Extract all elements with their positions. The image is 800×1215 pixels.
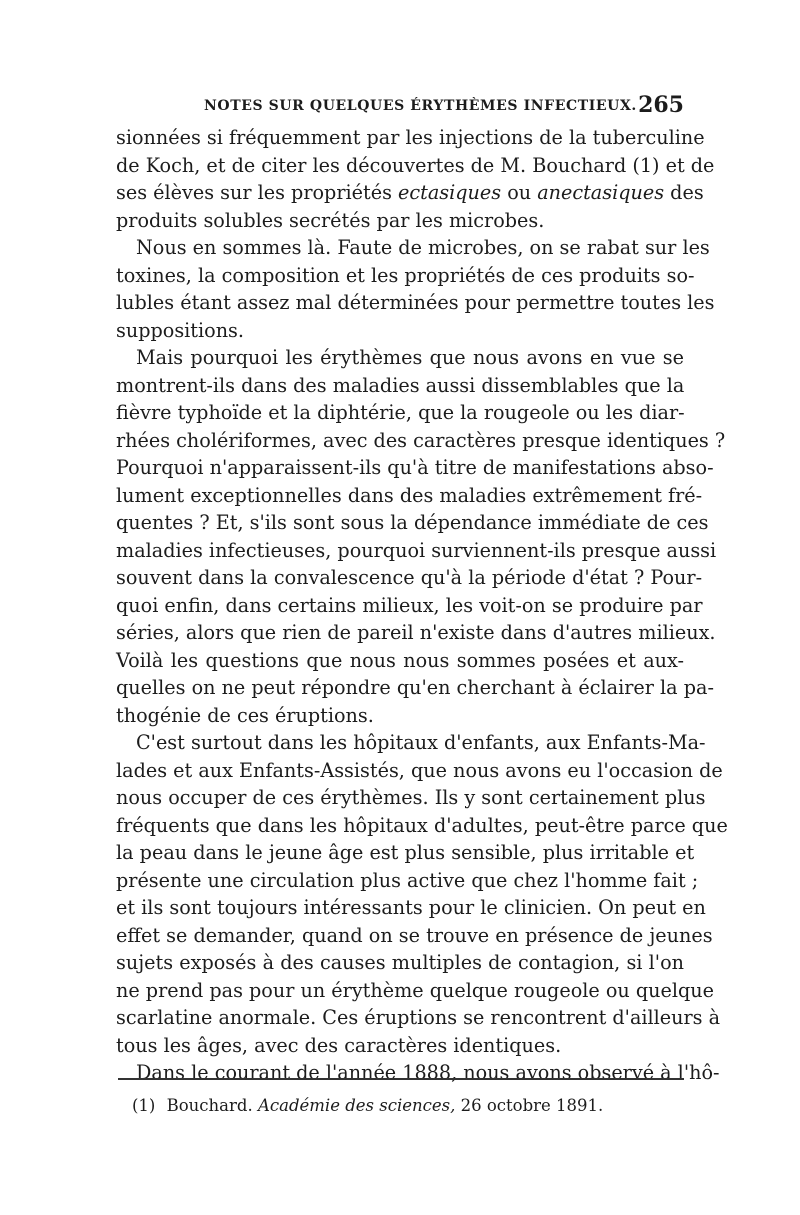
footnote-author: Bouchard. — [166, 1096, 253, 1115]
text-line: thogénie de ces éruptions. — [116, 703, 374, 727]
body-text — [116, 124, 728, 1087]
text-line: lades et aux Enfants-Assistés, que nous avons eu l'occasion de — [116, 758, 723, 782]
text-line: Voilà les questions que nous nous sommes posées et aux- — [116, 648, 684, 672]
text-line: suppositions. — [116, 318, 245, 342]
text-line: présente une circulation plus active que chez l'homme fait ; — [116, 868, 699, 892]
text-line: rhées cholériformes, avec des caractères presque identiques ? — [116, 428, 726, 452]
running-title: NOTES SUR QUELQUES ÉRYTHÈMES INFECTIEUX. — [204, 98, 637, 114]
text-line: et ils sont toujours intéressants pour le clinicien. On peut en — [116, 896, 706, 919]
text-line: fréquents que dans les hôpitaux d'adultes, peut-être parce que — [116, 813, 728, 837]
text-line: Mais pourquoi les érythèmes que nous avons en vue se — [136, 346, 684, 369]
footnote-rule — [118, 1078, 684, 1080]
text-line: C'est surtout dans les hôpitaux d'enfants, aux Enfants-Ma- — [136, 731, 706, 754]
text-line: sujets exposés à des causes multiples de contagion, si l'on — [116, 951, 684, 974]
text-line: toxines, la composition et les propriétés de ces produits so- — [116, 263, 695, 287]
footnote — [132, 1095, 684, 1117]
footnote-marker: (1) — [132, 1096, 156, 1115]
page-number: 265 — [638, 92, 684, 118]
text-line: quentes ? Et, s'ils sont sous la dépendance immédiate de ces — [116, 511, 709, 534]
text-line: ne prend pas pour un érythème quelque rougeole ou quelque — [116, 978, 714, 1002]
text-line: quoi enfin, dans certains milieux, les voit-on se produire par — [116, 593, 703, 617]
text-line: quelles on ne peut répondre qu'en cherchant à éclairer la pa- — [116, 676, 714, 699]
text-line: ses élèves sur les propriétés ectasiques ou anectasiques des — [116, 181, 704, 204]
text-line: nous occuper de ces érythèmes. Ils y sont certainement plus — [116, 786, 706, 809]
text-line: scarlatine anormale. Ces éruptions se rencontrent d'ailleurs à — [116, 1006, 721, 1029]
text-line: montrent-ils dans des maladies aussi dissemblables que la — [116, 373, 685, 397]
footnote-date: 26 octobre 1891. — [460, 1096, 604, 1115]
text-line: Nous en sommes là. Faute de microbes, on se rabat sur les — [136, 236, 710, 259]
page-header — [118, 92, 684, 122]
text-line: souvent dans la convalescence qu'à la période d'état ? Pour- — [116, 566, 703, 589]
text-line: fièvre typhoïde et la diphtérie, que la rougeole ou les diar- — [116, 401, 685, 424]
text-line: maladies infectieuses, pourquoi surviennent-ils presque aussi — [116, 538, 717, 562]
text-line: lument exceptionnelles dans des maladies extrêmement fré- — [116, 483, 703, 507]
text-line: produits solubles secrétés par les microbes. — [116, 208, 545, 232]
text-line: lubles étant assez mal déterminées pour permettre toutes les — [116, 291, 715, 314]
text-line: sionnées si fréquemment par les injections de la tuberculine — [116, 126, 705, 149]
text-line: tous les âges, avec des caractères identiques. — [116, 1033, 562, 1057]
footnote-journal: Académie des sciences, — [257, 1096, 456, 1115]
text-line: Pourquoi n'apparaissent-ils qu'à titre de manifestations abso- — [116, 456, 714, 479]
text-line: effet se demander, quand on se trouve en présence de jeunes — [116, 923, 713, 947]
text-line: Dans le courant de l'année 1888, nous avons observé à l'hô- — [136, 1061, 720, 1084]
text-line: de Koch, et de citer les découvertes de M. Bouchard (1) et de — [116, 153, 715, 177]
text-line: séries, alors que rien de pareil n'existe dans d'autres milieux. — [116, 621, 716, 644]
text-line: la peau dans le jeune âge est plus sensible, plus irritable et — [116, 841, 695, 864]
